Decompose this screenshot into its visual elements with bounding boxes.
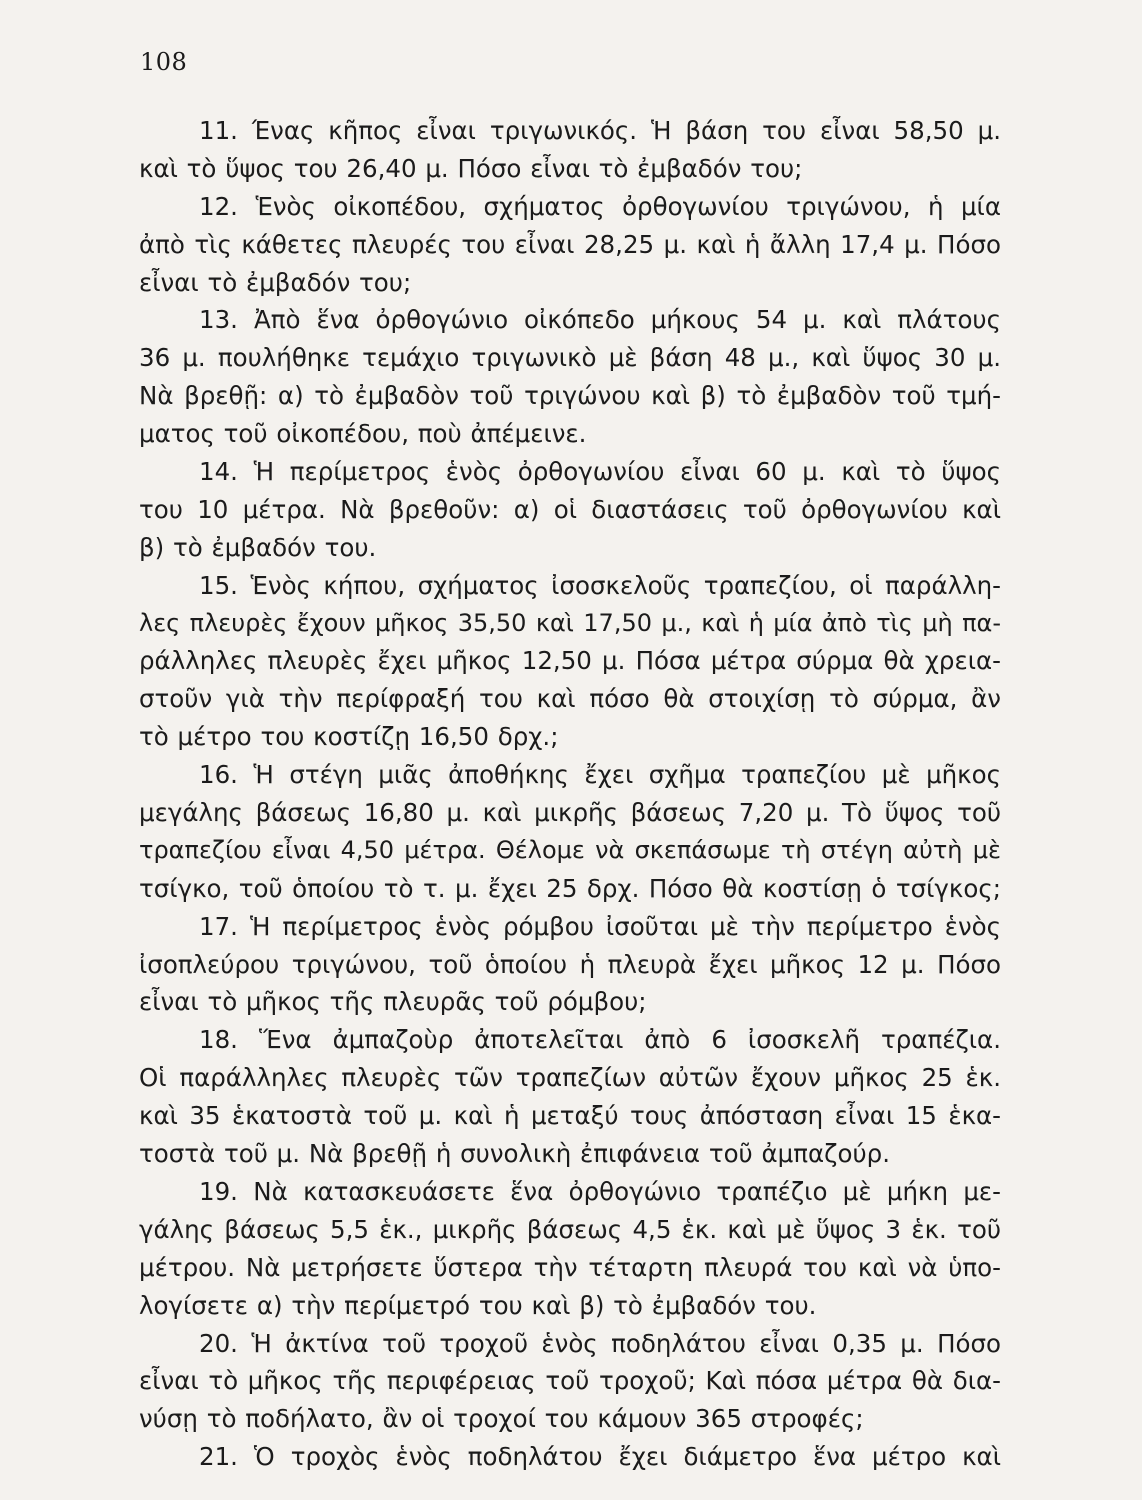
text-line: ράλληλες πλευρὲς ἔχει μῆκος 12,50 μ. Πόσα μέτρα σύρμα θὰ χρεια- bbox=[139, 646, 1001, 676]
text-line: 18. Ἕνα ἀμπαζοὺρ ἀποτελεῖται ἀπὸ 6 ἰσοσκελῆ τραπέζια. bbox=[199, 1025, 1001, 1055]
text-line: τοστὰ τοῦ μ. Νὰ βρεθῇ ἡ συνολικὴ ἐπιφάνεια τοῦ ἀμπαζούρ. bbox=[139, 1139, 890, 1169]
text-line: στοῦν γιὰ τὴν περίφραξή του καὶ πόσο θὰ στοιχίσῃ τὸ σύρμα, ἂν bbox=[139, 684, 1001, 714]
text-line: 12. Ἑνὸς οἰκοπέδου, σχήματος ὀρθογωνίου τριγώνου, ἡ μία bbox=[199, 191, 1001, 221]
text-line: 17. Ἡ περίμετρος ἑνὸς ρόμβου ἰσοῦται μὲ τὴν περίμετρο ἑνὸς bbox=[199, 911, 1001, 941]
text-line: 15. Ἑνὸς κήπου, σχήματος ἰσοσκελοῦς τραπεζίου, οἱ παράλλη- bbox=[199, 570, 1001, 600]
text-line: 13. Ἀπὸ ἕνα ὀρθογώνιο οἰκόπεδο μήκους 54 μ. καὶ πλάτους bbox=[199, 305, 1001, 335]
text-line: του 10 μέτρα. Νὰ βρεθοῦν: α) οἱ διαστάσεις τοῦ ὀρθογωνίου καὶ bbox=[139, 494, 1001, 524]
text-line: 16. Ἡ στέγη μιᾶς ἀποθήκης ἔχει σχῆμα τραπεζίου μὲ μῆκος bbox=[199, 760, 1001, 790]
text-line: 14. Ἡ περίμετρος ἑνὸς ὀρθογωνίου εἶναι 60 μ. καὶ τὸ ὕψος bbox=[199, 457, 1001, 487]
text-line: εἶναι τὸ μῆκος τῆς πλευρᾶς τοῦ ρόμβου; bbox=[139, 987, 647, 1017]
text-line: λες πλευρὲς ἔχουν μῆκος 35,50 καὶ 17,50 μ., καὶ ἡ μία ἀπὸ τὶς μὴ πα- bbox=[139, 608, 1001, 637]
text-line: ματος τοῦ οἰκοπέδου, ποὺ ἀπέμεινε. bbox=[139, 419, 587, 449]
text-line: Νὰ βρεθῇ: α) τὸ ἐμβαδὸν τοῦ τριγώνου καὶ β) τὸ ἐμβαδὸν τοῦ τμή- bbox=[139, 381, 1001, 411]
text-line: ἀπὸ τὶς κάθετες πλευρές του εἶναι 28,25 μ. καὶ ἡ ἄλλη 17,4 μ. Πόσο bbox=[139, 229, 1001, 259]
text-line: καὶ τὸ ὕψος του 26,40 μ. Πόσο εἶναι τὸ ἐμβαδόν του; bbox=[139, 153, 803, 183]
text-line: τὸ μέτρο του κοστίζῃ 16,50 δρχ.; bbox=[139, 722, 559, 752]
text-line: εἶναι τὸ μῆκος τῆς περιφέρειας τοῦ τροχοῦ; Καὶ πόσα μέτρα θὰ δια- bbox=[139, 1366, 1001, 1396]
text-line: νύσῃ τὸ ποδήλατο, ἂν οἱ τροχοί του κάμουν 365 στροφές; bbox=[139, 1404, 864, 1434]
text-line: 19. Νὰ κατασκευάσετε ἕνα ὀρθογώνιο τραπέζιο μὲ μήκη με- bbox=[199, 1176, 1001, 1206]
text-line: 21. Ὁ τροχὸς ἑνὸς ποδηλάτου ἔχει διάμετρο ἕνα μέτρο καὶ bbox=[199, 1442, 1001, 1472]
text-line: 20. Ἡ ἀκτίνα τοῦ τροχοῦ ἑνὸς ποδηλάτου εἶναι 0,35 μ. Πόσο bbox=[199, 1328, 1001, 1358]
text-line: εἶναι τὸ ἐμβαδόν του; bbox=[139, 267, 412, 297]
text-line: μέτρου. Νὰ μετρήσετε ὕστερα τὴν τέταρτη πλευρά του καὶ νὰ ὑπο- bbox=[139, 1252, 1001, 1282]
text-line: μεγάλης βάσεως 16,80 μ. καὶ μικρῆς βάσεως 7,20 μ. Τὸ ὕψος τοῦ bbox=[139, 798, 1001, 828]
exercise-text bbox=[139, 112, 1001, 1476]
text-line: β) τὸ ἐμβαδόν του. bbox=[139, 532, 377, 562]
text-line: καὶ 35 ἑκατοστὰ τοῦ μ. καὶ ἡ μεταξύ τους ἀπόσταση εἶναι 15 ἑκα- bbox=[139, 1101, 1001, 1131]
text-line: τσίγκο, τοῦ ὁποίου τὸ τ. μ. ἔχει 25 δρχ. Πόσο θὰ κοστίσῃ ὁ τσίγκος; bbox=[139, 873, 1001, 903]
text-line: Οἱ παράλληλες πλευρὲς τῶν τραπεζίων αὐτῶν ἔχουν μῆκος 25 ἑκ. bbox=[139, 1063, 1001, 1093]
text-line: ἰσοπλεύρου τριγώνου, τοῦ ὁποίου ἡ πλευρὰ ἔχει μῆκος 12 μ. Πόσο bbox=[139, 949, 1001, 979]
text-line: λογίσετε α) τὴν περίμετρό του καὶ β) τὸ ἐμβαδόν του. bbox=[139, 1290, 817, 1320]
page-number: 108 bbox=[140, 48, 188, 76]
text-line: τραπεζίου εἶναι 4,50 μέτρα. Θέλομε νὰ σκεπάσωμε τὴ στέγη αὐτὴ μὲ bbox=[139, 835, 1001, 864]
text-line: 11. Ένας κῆπος εἶναι τριγωνικός. Ἡ βάση του εἶναι 58,50 μ. bbox=[199, 116, 1001, 145]
text-line: 36 μ. πουλήθηκε τεμάχιο τριγωνικὸ μὲ βάση 48 μ., καὶ ὕψος 30 μ. bbox=[139, 343, 1001, 373]
text-line: γάλης βάσεως 5,5 ἑκ., μικρῆς βάσεως 4,5 ἑκ. καὶ μὲ ὕψος 3 ἑκ. τοῦ bbox=[139, 1214, 1001, 1244]
